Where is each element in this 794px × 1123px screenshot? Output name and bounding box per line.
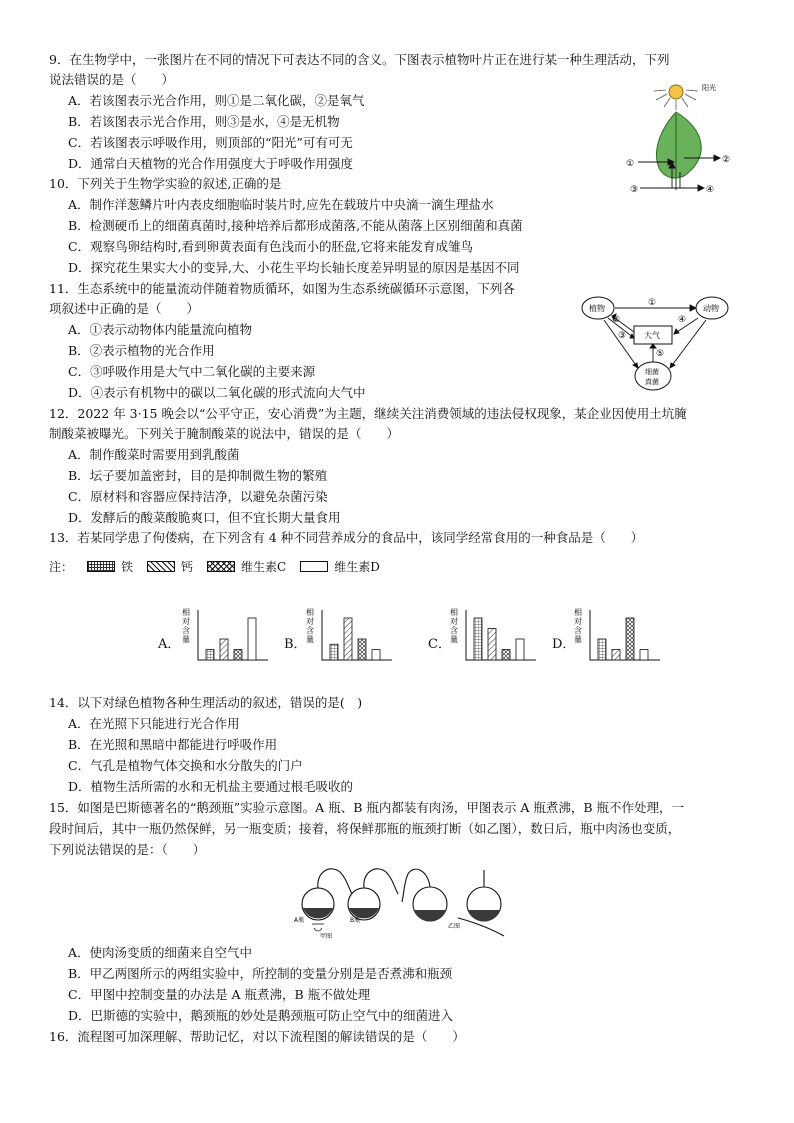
fig-jia-label: 甲图 [320, 933, 333, 940]
chart-ylabel-char: 含 [306, 626, 314, 635]
bar-vitamin-c [234, 650, 242, 661]
q10-option-a: A．制作洋葱鳞片叶内表皮细胞临时装片时,应先在载玻片中央滴一滴生理盐水 [68, 197, 494, 212]
legend-label-iron: 铁 [121, 560, 134, 574]
q16-stem: 16．流程图可加深理解、帮助记忆，对以下流程图的解读错误的是（ ） [49, 1029, 465, 1044]
q15-stem-cont-2: 下列说法错误的是：（ ） [49, 842, 206, 857]
bar-iron [598, 639, 606, 660]
legend-swatch-calcium [147, 561, 175, 572]
animal-label: 动物 [703, 304, 719, 313]
bar-calcium [344, 618, 352, 660]
chart-ylabel-char: 含 [450, 626, 458, 635]
cycle-label-2: ② [612, 315, 621, 325]
q15-option-c: C．甲图中控制变量的办法是 A 瓶煮沸，B 瓶不做处理 [68, 987, 371, 1002]
fig-yi-label: 乙图 [448, 923, 461, 930]
decomposer-label-2: 真菌 [645, 378, 659, 386]
q10-option-c: C．观察鸟卵结构时,看到卵黄表面有色浅而小的胚盘,它将来能发育成雏鸟 [68, 239, 474, 254]
q12-stem-cont: 制酸菜被曝光。下列关于腌制酸菜的说法中，错误的是（ ） [49, 426, 400, 441]
q15-option-b: B．甲乙两图所示的两组实验中，所控制的变量分别是是否煮沸和瓶颈 [68, 966, 453, 981]
q13-stem: 13．若某同学患了佝偻病，在下列含有 4 种不同营养成分的食品中，该同学经常食用的一种食品是（ ） [49, 530, 644, 545]
bar-calcium [488, 629, 496, 661]
bar-vitamin-d [248, 618, 256, 660]
bar-iron [330, 644, 338, 660]
q12-option-c: C．原材料和容器应保持洁净，以避免杂菌污染 [68, 489, 328, 504]
chart-ylabel-char: 量 [574, 635, 582, 644]
swan-neck-flask-diagram [290, 858, 515, 938]
q15-option-d: D．巴斯德的实验中，鹅颈瓶的妙处是鹅颈瓶可防止空气中的细菌进入 [68, 1008, 454, 1023]
leaf-label-2: ② [722, 155, 731, 165]
q11-stem: 11．生态系统中的能量流动伴随着物质循环，如图为生态系统碳循环示意图，下列各 [49, 281, 515, 296]
q10-stem: 10．下列关于生物学实验的叙述,正确的是 [49, 176, 282, 191]
chart-ylabel-char: 对 [450, 617, 458, 626]
q11-option-b: B．②表示植物的光合作用 [68, 343, 215, 358]
chart-ylabel-char: 含 [574, 626, 582, 635]
q15-option-a: A．使肉汤变质的细菌来自空气中 [68, 945, 253, 960]
q14-option-a: A．在光照下只能进行光合作用 [68, 716, 240, 731]
chart-ylabel-char: 对 [306, 617, 314, 626]
chart-option-b-label: B． [284, 637, 307, 652]
legend-swatch-vitamin-d [300, 561, 328, 572]
chart-option-d-label: D． [552, 637, 576, 652]
chart-ylabel-char: 含 [182, 626, 190, 635]
decomposer-label-1: 细菌 [645, 368, 659, 376]
leaf-shape [657, 112, 702, 178]
leaf-label-1: ① [626, 159, 635, 169]
bar-vitamin-c [358, 639, 366, 660]
q12-option-a: A．制作酸菜时需要用到乳酸菌 [68, 447, 240, 462]
q14-option-b: B．在光照和黑暗中都能进行呼吸作用 [68, 737, 278, 752]
q9-option-c: C．若该图表示呼吸作用，则顶部的“阳光”可有可无 [68, 135, 353, 150]
chart-ylabel-char: 相 [574, 608, 582, 617]
q15-stem: 15．如图是巴斯德著名的“鹅颈瓶”实验示意图。A 瓶、B 瓶内都装有肉汤，甲图表示 A 瓶煮沸，B 瓶不作处理，一 [49, 800, 684, 815]
chart-ylabel-char: 量 [306, 635, 314, 644]
leaf-label-4: ④ [706, 185, 715, 195]
bar-iron [474, 618, 482, 660]
chart-ylabel-char: 对 [574, 617, 582, 626]
sun-icon [654, 85, 698, 110]
chart-ylabel-char: 相 [182, 608, 190, 617]
bar-vitamin-d [372, 650, 380, 661]
nutrient-chart-a [180, 606, 272, 666]
chart-ylabel-char: 量 [182, 635, 190, 644]
chart-option-c-label: C． [428, 637, 451, 652]
bar-vitamin-d [640, 650, 648, 661]
flask-a-label: A瓶 [294, 917, 305, 924]
q10-option-b: B．检测硬币上的细菌真菌时,接种培养后都形成菌落,不能从菌落上区别细菌和真菌 [68, 218, 523, 233]
q9-option-b: B．若该图表示光合作用，则③是水，④是无机物 [68, 114, 340, 129]
chart-ylabel [574, 607, 582, 644]
chart-ylabel [182, 607, 190, 644]
carbon-cycle-diagram [578, 292, 740, 392]
nutrient-legend [49, 558, 380, 575]
q9-stem: 9．在生物学中，一张图片在不同的情况下可表达不同的含义。下图表示植物叶片正在进行某一种生理活动，下列 [49, 52, 670, 67]
cycle-label-5: ⑤ [656, 349, 665, 359]
cycle-label-1: ① [648, 298, 657, 308]
q9-stem-cont: 说法错误的是（ ） [49, 72, 175, 87]
q12-option-d: D．发酵后的酸菜酸脆爽口，但不宜长期大量食用 [68, 510, 341, 525]
q14-option-d: D．植物生活所需的水和无机盐主要通过根毛吸收的 [68, 779, 354, 794]
legend-swatch-vitamin-c [207, 561, 235, 572]
q11-option-c: C．③呼吸作用是大气中二氧化碳的主要来源 [68, 364, 316, 379]
legend-label-calcium: 钙 [181, 560, 194, 574]
nutrient-chart-c [448, 606, 540, 666]
q15-stem-cont: 段时间后，其中一瓶仍然保鲜，另一瓶变质；接着，将保鲜那瓶的瓶颈打断（如乙图），数日后，瓶中肉汤也变质， [49, 821, 681, 836]
leaf-diagram [618, 80, 738, 198]
bar-calcium [220, 639, 228, 660]
chart-ylabel-char: 相 [450, 608, 458, 617]
chart-ylabel-char: 相 [306, 608, 314, 617]
bar-vitamin-c [502, 650, 510, 661]
q11-option-d: D．④表示有机物中的碳以二氧化碳的形式流向大气中 [68, 385, 366, 400]
q9-option-a: A．若该图表示光合作用，则①是二氧化碳，②是氧气 [68, 93, 365, 108]
bar-calcium [612, 650, 620, 661]
flask-b-label: B瓶 [350, 917, 361, 924]
q12-stem: 12．2022 年 3·15 晚会以“公平守正，安心消费”为主题，继续关注消费领域的违法侵权现象，某企业因使用土坑腌 [49, 406, 687, 421]
q14-stem: 14．以下对绿色植物各种生理活动的叙述，错误的是( ) [49, 695, 363, 710]
legend-label-vitamin-c: 维生素C [241, 560, 287, 574]
leaf-label-3: ③ [630, 185, 639, 195]
chart-ylabel [450, 607, 458, 644]
q14-option-c: C．气孔是植物气体交换和水分散失的门户 [68, 758, 303, 773]
legend-label-vitamin-d: 维生素D [334, 560, 380, 574]
cycle-label-4: ④ [678, 315, 687, 325]
chart-option-a-label: A． [158, 637, 181, 652]
q9-option-d: D．通常白天植物的光合作用强度大于呼吸作用强度 [68, 156, 354, 171]
nutrient-chart-d [572, 606, 664, 666]
chart-ylabel [306, 607, 314, 644]
chart-ylabel-char: 量 [450, 635, 458, 644]
q11-option-a: A．①表示动物体内能量流向植物 [68, 322, 253, 337]
plant-label: 植物 [589, 304, 605, 313]
sun-label: 阳光 [702, 84, 716, 92]
q10-option-d: D．探究花生果实大小的变异,大、小花生平均长轴长度差异明显的原因是基因不同 [68, 260, 520, 275]
nutrient-chart-b [304, 606, 396, 666]
atmosphere-label: 大气 [644, 331, 660, 340]
legend-note: 注： [49, 560, 74, 574]
cycle-label-3: ③ [618, 331, 627, 341]
q11-stem-cont: 项叙述中正确的是（ ） [49, 301, 200, 316]
chart-ylabel-char: 对 [182, 617, 190, 626]
legend-swatch-iron [87, 561, 115, 572]
bar-vitamin-c [626, 618, 634, 660]
bar-vitamin-d [516, 639, 524, 660]
q12-option-b: B．坛子要加盖密封，目的是抑制微生物的繁殖 [68, 468, 328, 483]
bar-iron [206, 650, 214, 661]
